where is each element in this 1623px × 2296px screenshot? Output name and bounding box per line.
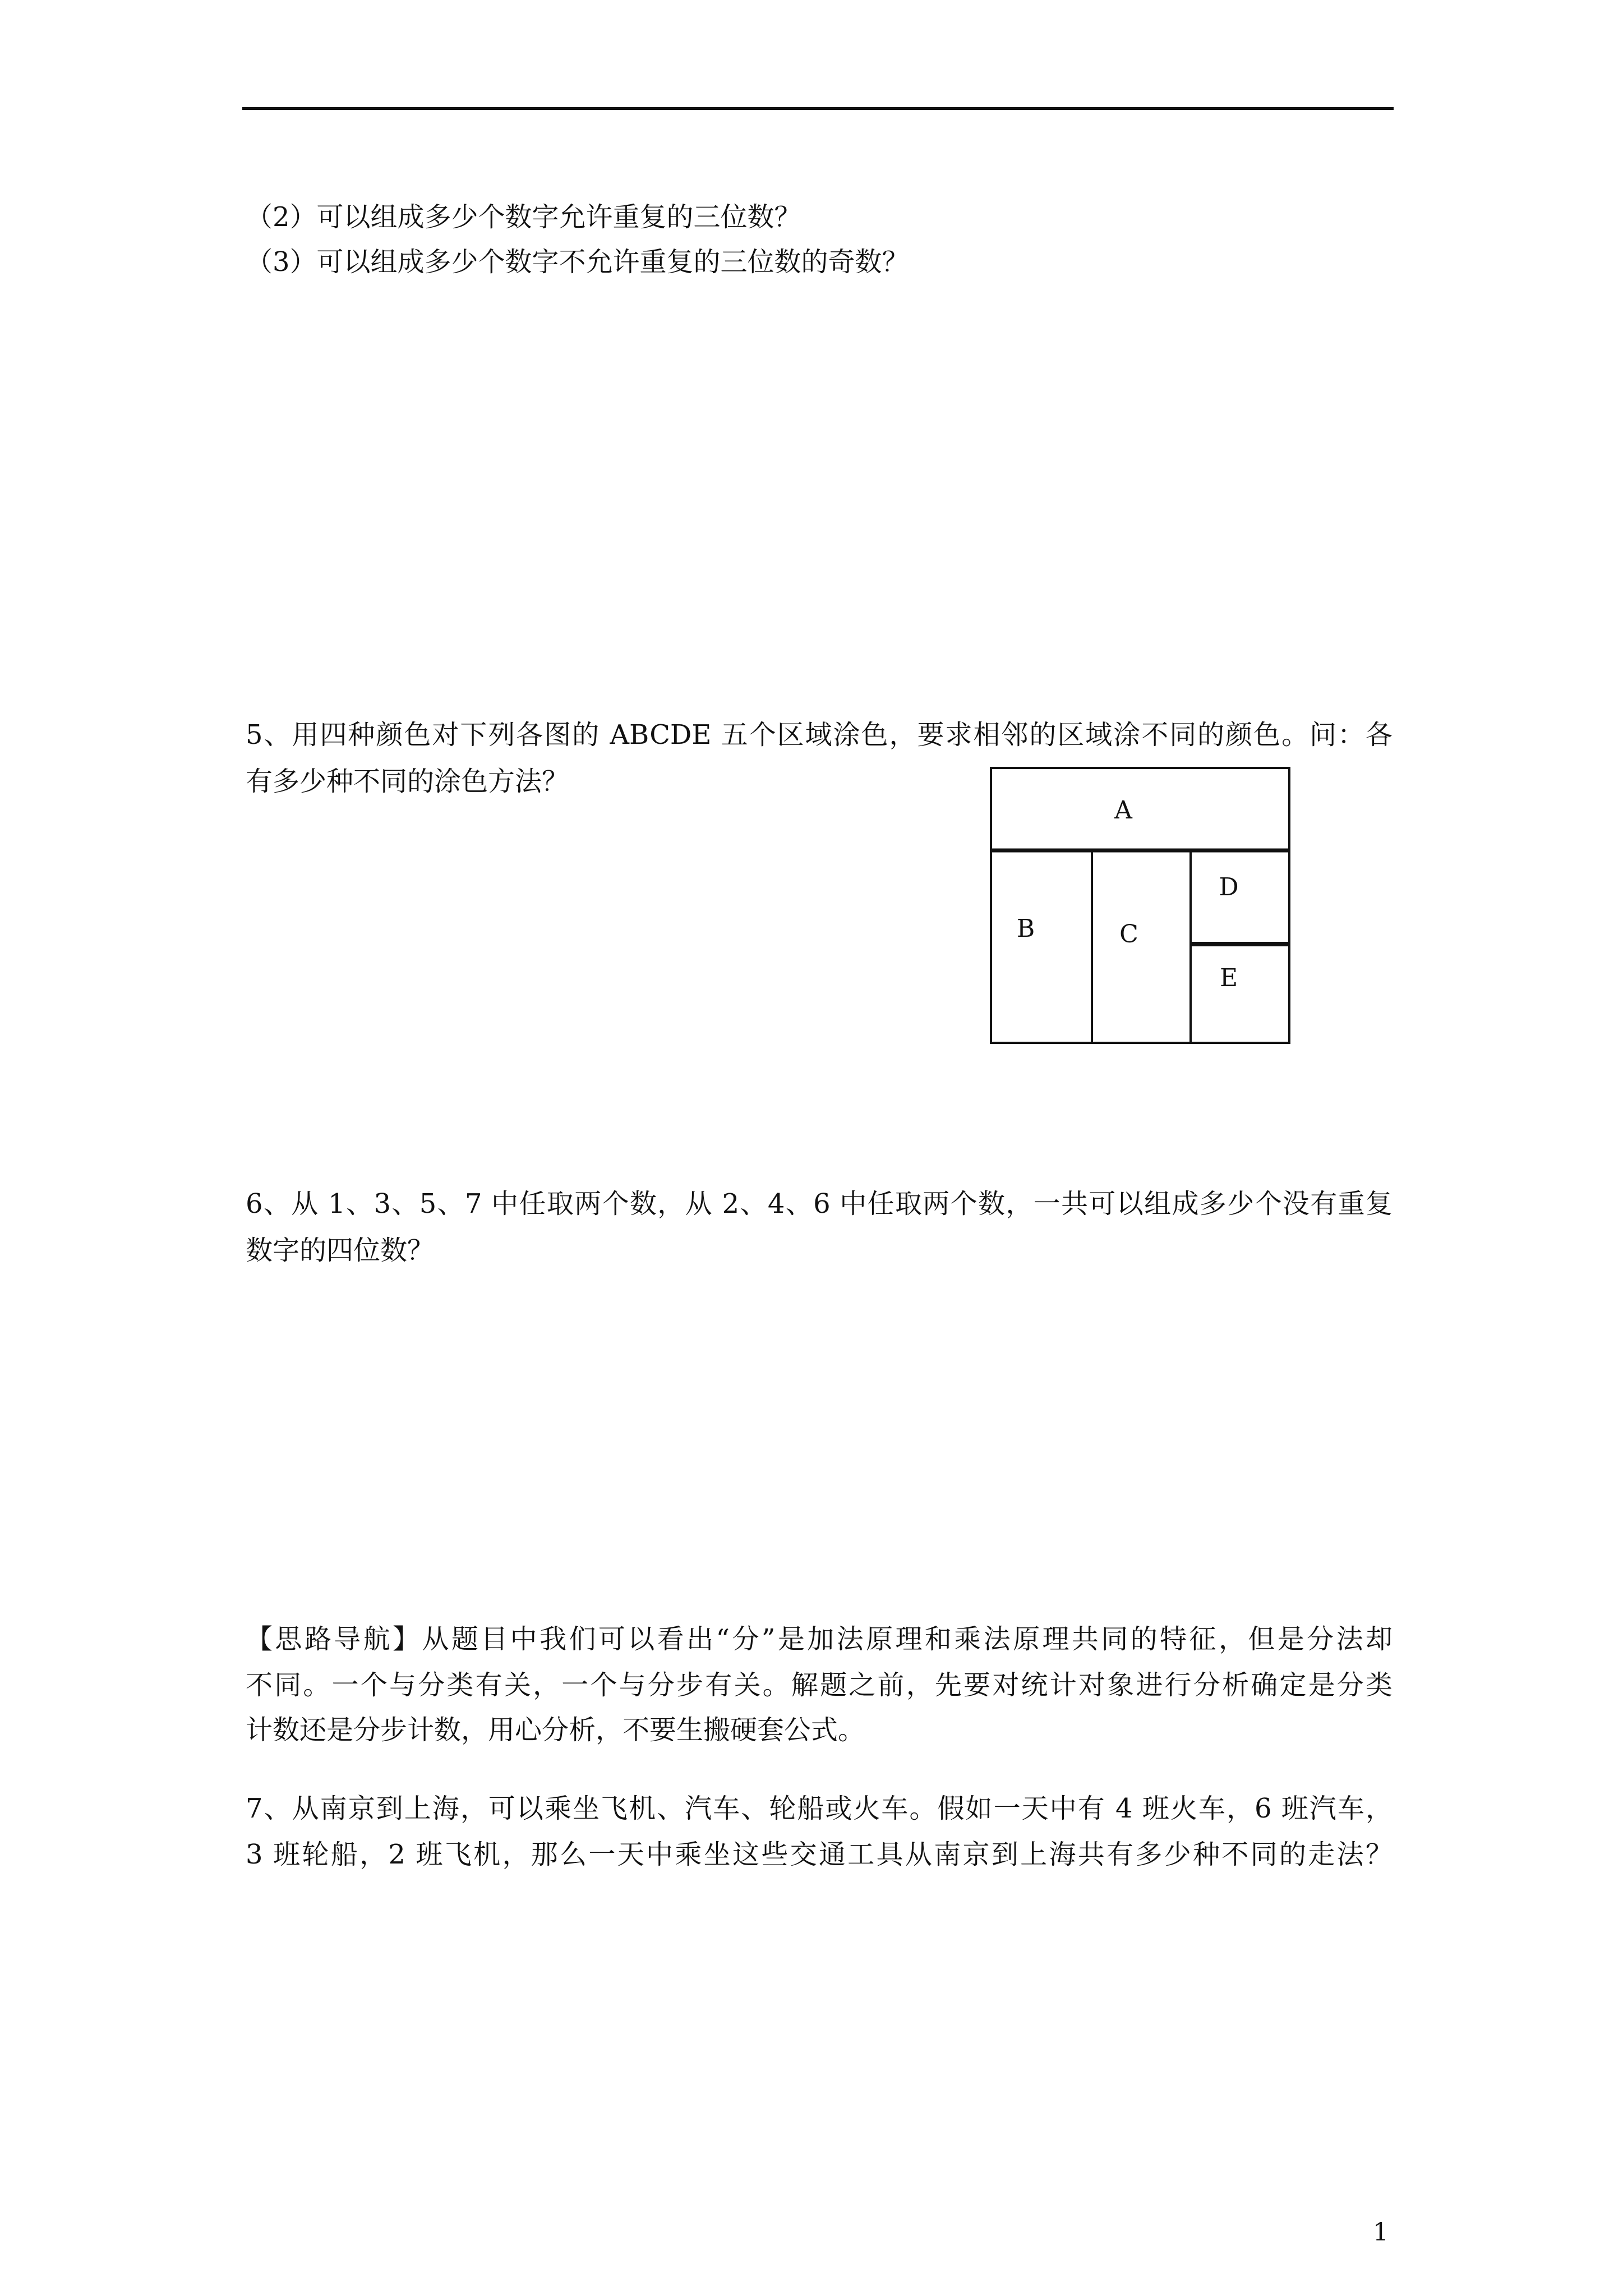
region-label-a: A	[1114, 796, 1132, 825]
header-rule	[242, 107, 1394, 110]
question-7-line-1: 7、从南京到上海，可以乘坐飞机、汽车、轮船或火车。假如一天中有 4 班火车，6 班汽车，	[246, 1793, 1393, 1824]
page-number: 1	[1373, 2218, 1389, 2247]
question-7-line-2: 3 班轮船，2 班飞机，那么一天中乘坐这些交通工具从南京到上海共有多少种不同的走法？	[246, 1839, 1393, 1870]
coloring-region-diagram	[989, 766, 1292, 1045]
question-6-line-1: 6、从 1、3、5、7 中任取两个数，从 2、4、6 中任取两个数，一共可以组成多少个没有重复	[246, 1188, 1393, 1220]
region-label-d: D	[1219, 873, 1239, 901]
region-b-box	[991, 850, 1092, 1043]
region-label-e: E	[1219, 964, 1238, 992]
question-4-part-2: （2）可以组成多少个数字允许重复的三位数？	[246, 201, 801, 233]
question-5-line-2: 有多少种不同的涂色方法？	[246, 766, 569, 797]
region-c-box	[1092, 850, 1191, 1043]
question-6-line-2: 数字的四位数？	[246, 1235, 435, 1266]
question-5-line-1: 5、用四种颜色对下列各图的 ABCDE 五个区域涂色，要求相邻的区域涂不同的颜色。问：各	[246, 719, 1393, 751]
region-label-b: B	[1016, 914, 1035, 943]
guide-line-2: 不同。一个与分类有关，一个与分步有关。解题之前，先要对统计对象进行分析确定是分类	[246, 1669, 1393, 1701]
region-label-c: C	[1119, 920, 1138, 949]
guide-line-3: 计数还是分步计数，用心分析，不要生搬硬套公式。	[246, 1714, 865, 1746]
region-de-box	[1191, 850, 1289, 1043]
guide-line-1: 【思路导航】从题目中我们可以看出“分”是加法原理和乘法原理共同的特征，但是分法却	[246, 1623, 1393, 1655]
question-4-part-3: （3）可以组成多少个数字不允许重复的三位数的奇数？	[246, 246, 909, 278]
region-a-box	[991, 768, 1289, 851]
